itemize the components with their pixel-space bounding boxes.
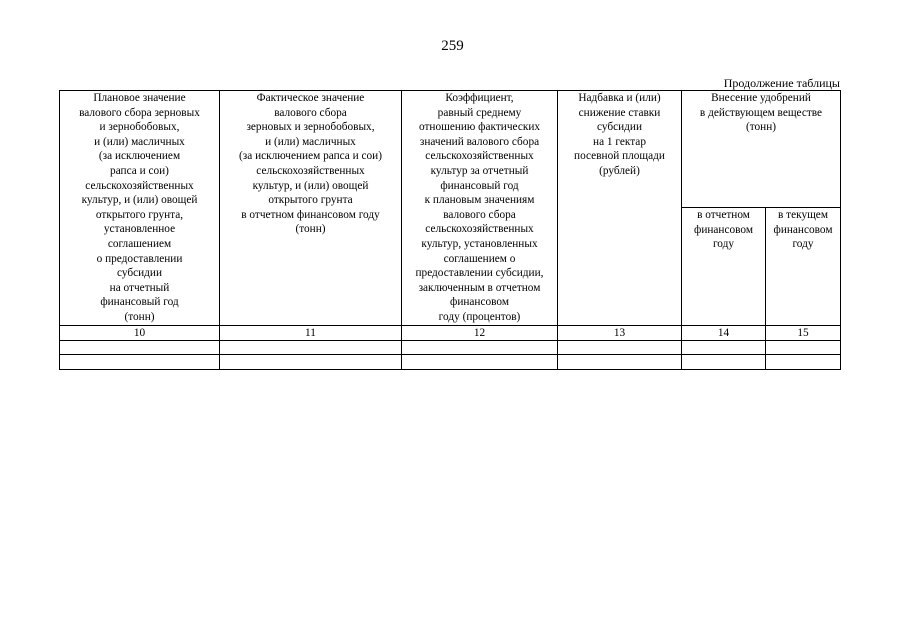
table-cell [558, 341, 682, 355]
column-number: 15 [766, 325, 841, 341]
table-cell [558, 355, 682, 370]
column-number: 13 [558, 325, 682, 341]
table-cell [60, 341, 220, 355]
table-cell [682, 355, 766, 370]
header-fertilizer-application: Внесение удобрений в действующем веществе (тонн) [682, 91, 841, 208]
header-actual-gross-harvest: Фактическое значение валового сбора зерновых и зернобобовых, и (или) масличных (за исключением рапса и сои) сельскохозяйственных культур, и (или) овощей открытого грунта в отчетном финансовом году (тонн) [220, 91, 402, 326]
table-continuation-label: Продолжение таблицы [723, 76, 840, 90]
subheader-current-year: в текущем финансовом году [766, 208, 841, 325]
table-cell [220, 341, 402, 355]
table-cell [402, 355, 558, 370]
table-row [60, 341, 841, 355]
data-table [59, 90, 841, 370]
column-number: 14 [682, 325, 766, 341]
table-cell [766, 355, 841, 370]
header-planned-gross-harvest: Плановое значение валового сбора зерновых и зернобобовых, и (или) масличных (за исключением рапса и сои) сельскохозяйственных культур, и (или) овощей открытого грунта, установленное соглашением о предоставлении субсидии на отчетный финансовый год (тонн) [60, 91, 220, 326]
table-cell [682, 341, 766, 355]
header-coefficient: Коэффициент, равный среднему отношению фактических значений валового сбора сельскохозяйственных культур за отчетный финансовый год к плановым значениям валового сбора сельскохозяйственных культур, установленных соглашением о предоставлении субсидии, заключенным в отчетном финансовом году (процентов) [402, 91, 558, 326]
table-cell [402, 341, 558, 355]
table-cell [220, 355, 402, 370]
header-subsidy-rate-adjustment: Надбавка и (или) снижение ставки субсидии на 1 гектар посевной площади (рублей) [558, 91, 682, 326]
column-number: 10 [60, 325, 220, 341]
column-number-row [60, 325, 841, 341]
table-header-row [60, 91, 841, 208]
column-number: 12 [402, 325, 558, 341]
page-number: 259 [441, 38, 464, 54]
column-number: 11 [220, 325, 402, 341]
subheader-reporting-year: в отчетном финансовом году [682, 208, 766, 325]
table-cell [766, 341, 841, 355]
table-row [60, 355, 841, 370]
table-cell [60, 355, 220, 370]
